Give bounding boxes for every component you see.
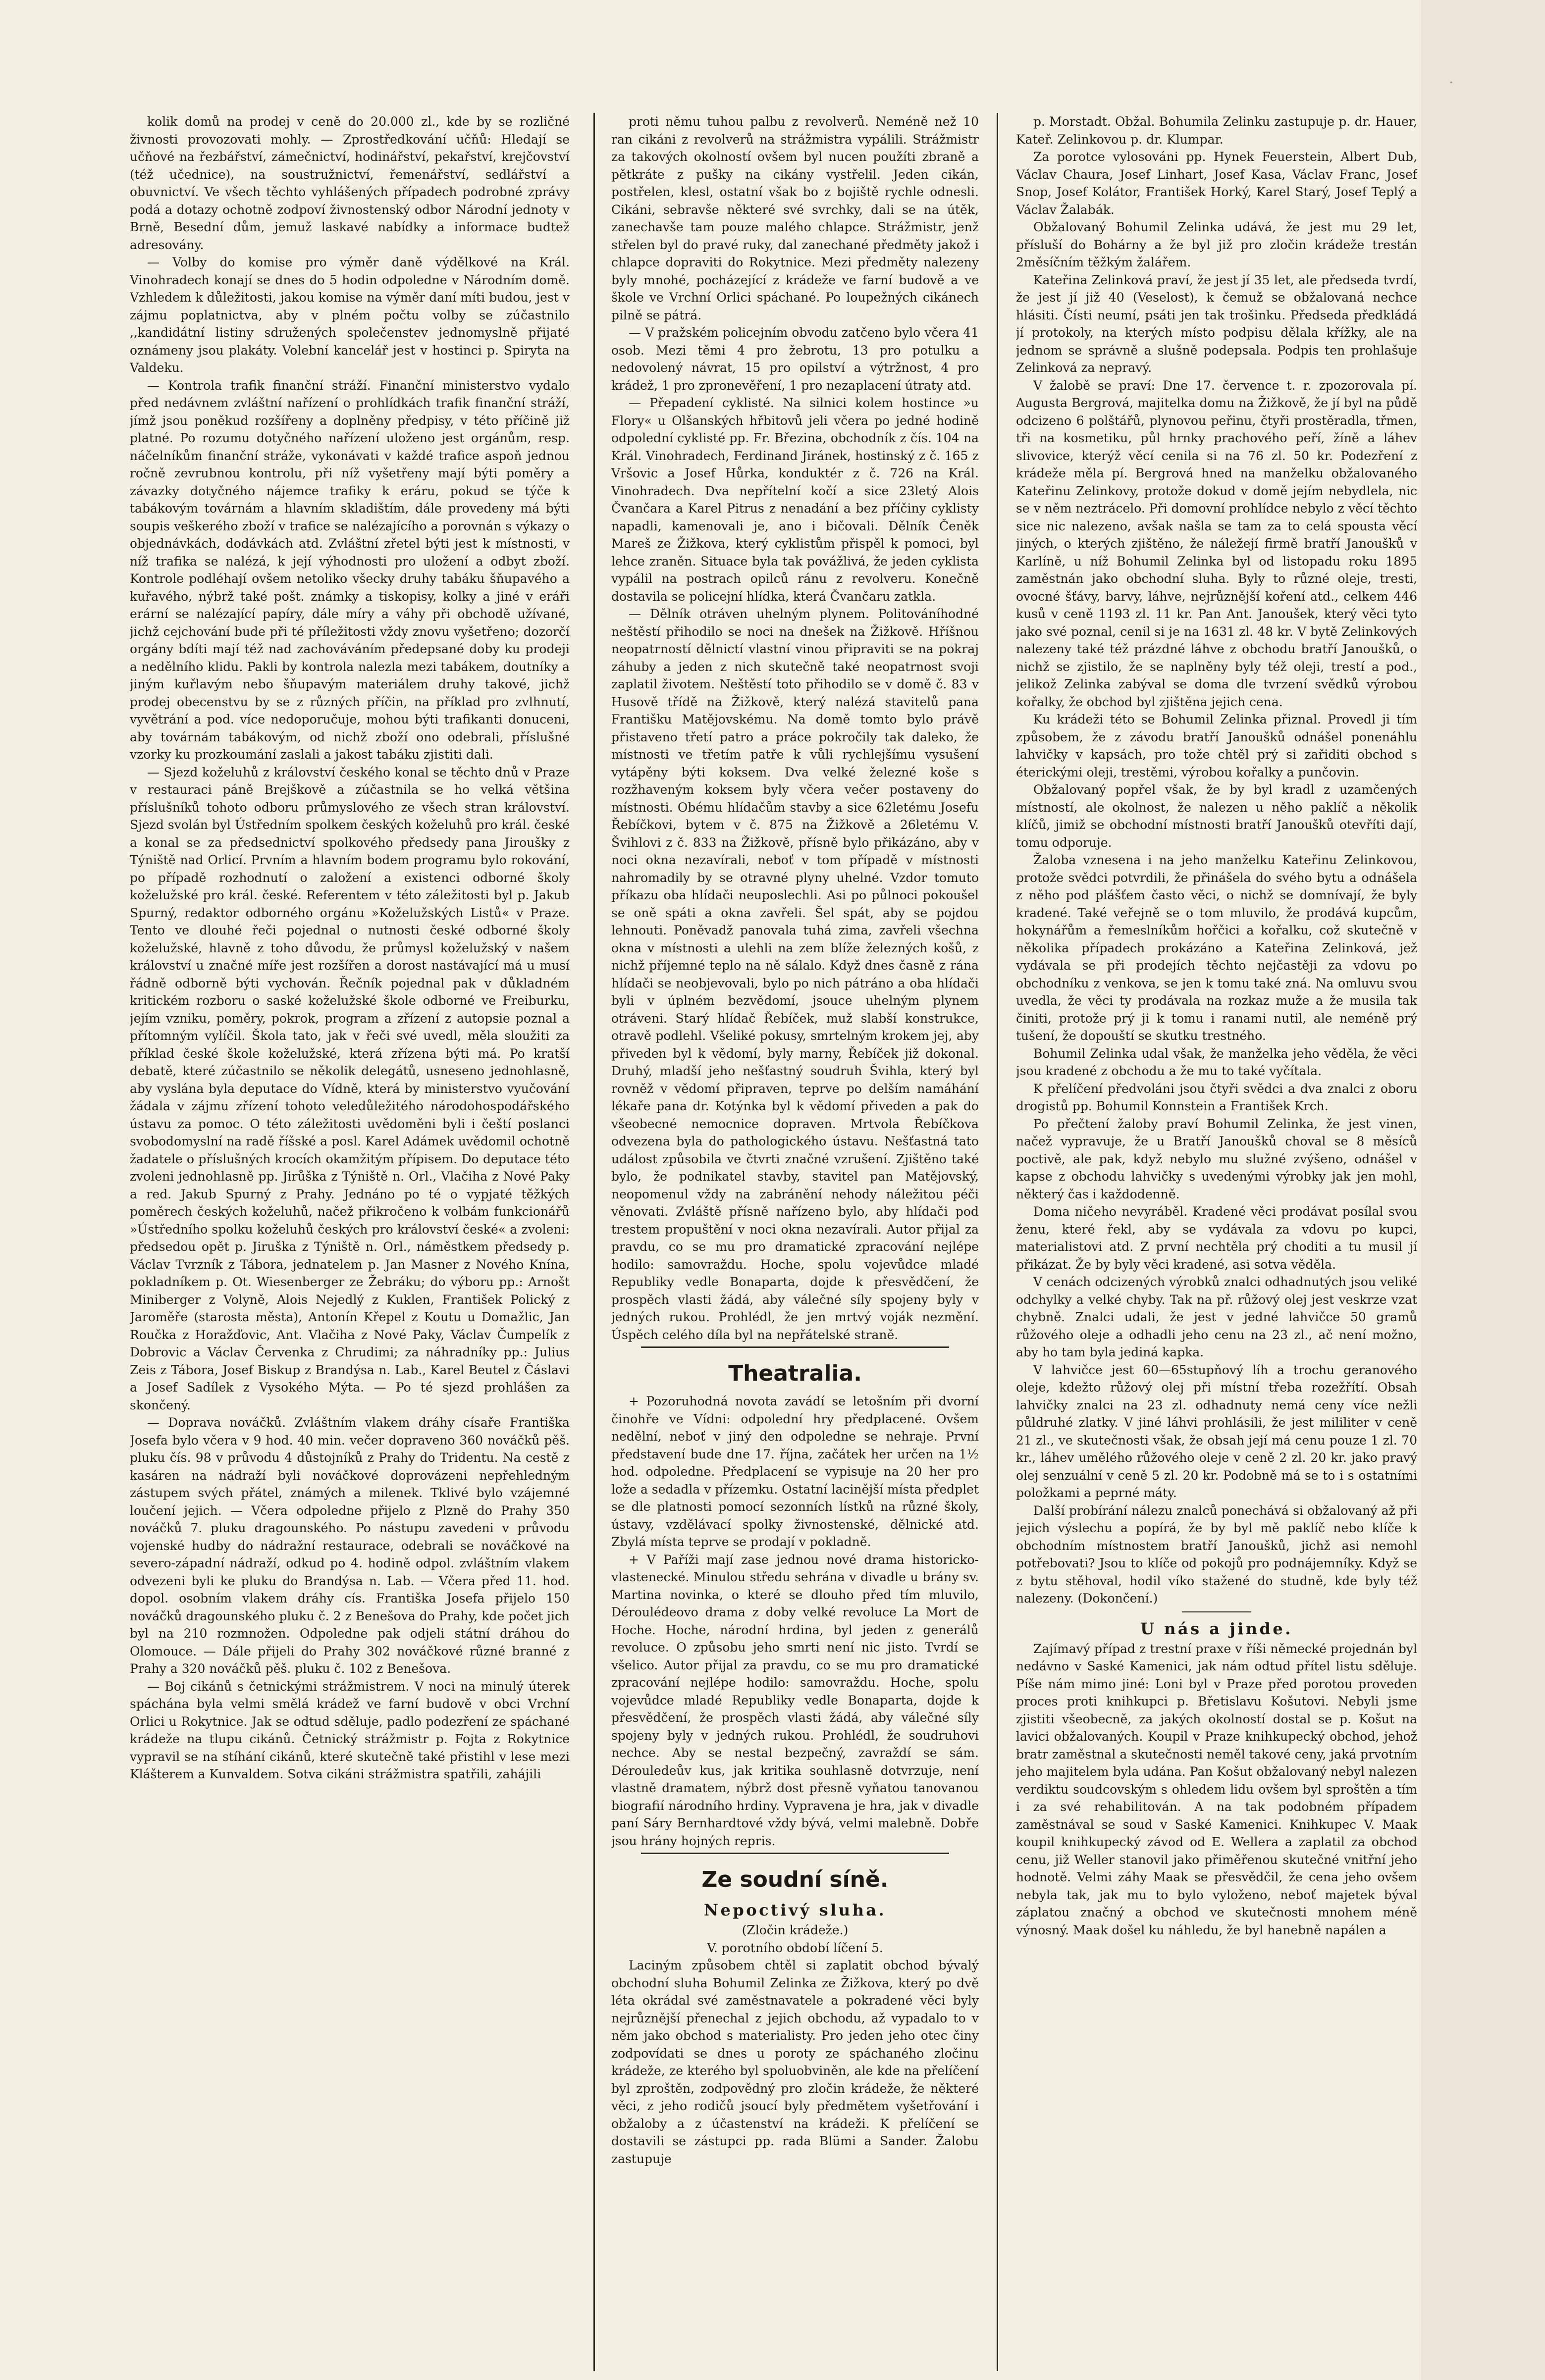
page-speck: · (1449, 74, 1454, 92)
paragraph-volby: — Volby do komise pro výměr daně výdělkové na Král. Vinohradech konají se dnes do 5 hodin odpoledne v Národním domě. Vzhledem k důležitosti, jakou komise na výměr daní míti budou, jest v zájmu poplatnictva, aby v plném počtu volby se zúčastnilo ,,kandidátní listiny sdružených společenstev jednomyslně přijaté oznámeny jsou plakáty. Volební kancelář jest v hostinci p. Spiryta na Valdeku. (130, 255, 570, 375)
paragraph-parizske-drama: + V Paříži mají zase jednou nové drama historicko-vlastenecké. Minulou středu sehrána v divadle u brány sv. Martina novinka, o které se dlouho před tím mluvilo, Déroulédeovo drama z doby velké revoluce La Mort de Hoche. Hoche, národní hrdina, byl jeden z generálů revoluce. O způsobu jeho smrti není nic jisto. Tvrdí se všelico. Autor přijal za pravdu, co se mu pro dramatické zpracování nejlépe hodilo: samovraždu. Hoche, spolu vojevůdce mladé Republiky vedle Bonaparta, dojde k přesvědčení, že prospěch vlasti žádá, aby válečné síly spojeny byly v jedných rukou. Prohlédl, že soudruhovi nechce. Aby se nestal bezpečný, zavraždí se sám. Dérouledeův kus, jak kritika souhlasně dotvrzuje, není vlastně dramatem, nýbrž dost přesně vyňatou tanovanou biografií národního hrdiny. Vypravena je hra, jak v divadle paní Sáry Bernhardtové vždy bývá, velmi malebně. Dobře jsou hrány hojných repris. (611, 1552, 979, 1848)
paragraph-priznani: Ku krádeži této se Bohumil Zelinka přiznal. Provedl ji tím způsobem, že z závodu bratří Janoušků odnášel ponenáhlu lahvičky v kapsách, pro tože chtěl prý si zařiditi obchod s éterickými oleji, trestěmi, výrobou kořalky a punčovin. (1016, 712, 1417, 779)
paragraph-kontrola-trafik: — Kontrola trafik finanční stráží. Finanční ministerstvo vydalo před nedávnem zvláštní nařízení o prohlídkách trafik finanční stráží, jímž jsou poněkud rozšířeny a doplněny předpisy, v této příčině již platné. Po rozumu dotyčného nařízení uloženo jest orgánům, resp. náčelníkům finanční stráže, vykonávati v každé trafice aspoň jednou ročně zevrubnou kontrolu, při níž vyšetřeny mají býti poměry a závazky dotyčného nájemce trafiky k eráru, pokud se týče k tabákovým továrnám a hlavním skladištím, dále provedeny má býti soupis veškerého zboží v trafice se nalézajícího a porovnán s výkazy o objednávkách, dodávkách atd. Zvláštní zřetel býti jest k místnosti, v níž trafika se nalézá, k její výhodnosti pro uložení a odbyt zboží. Kontrole podléhají ovšem netoliko všecky druhy tabáku šňupavého a kuřavého, nýbrž také pošt. známky a tiskopisy, kolky a jiné v eráři erární se nalézající papíry, dále míry a váhy při obchodě užívané, jichž cejchování bude při té příležitosti vždy znovu vyšetřeno; dozorčí orgány bdíti mají též nad zachováváním předepsané doby ku prodeji a nedělního klidu. Pakli by kontrola nalezla mezi tabákem, doutníky a jiným kuřlavým nebo šňupavým materiálem druhy takové, jichž prodej obecenstvu by se z různých příčin, na příklad pro zvlhnutí, vyvětrání a pod. více nedoporučuje, mohou býti trafikanti donuceni, aby továrnám tabákovým, od nichž zboží ono odebrali, příslušné vzorky ku prozkoumání zaslali a jakost tabáku zjistiti dali. (130, 378, 570, 762)
paragraph-sjezd-kozeluhu: — Sjezd koželuhů z království českého konal se těchto dnů v Praze v restauraci páně Brejškově a zúčastnila se ho velká většina příslušníků tohoto odboru průmyslového ze všech stran království. Sjezd svolán byl Ústředním spolkem českých koželuhů pro král. české a konal se za předsednictví spolkového předsedy pana Jiroušky z Týniště nad Orlicí. Prvním a hlavním bodem programu bylo rokování, po případě rozhodnutí o založení a existenci odborné školy koželužské pro král. české. Referentem v této záležitosti byl p. Jakub Spurný, redaktor odborného orgánu »Koželužských Listů« v Praze. Tento ve dlouhé řeči pojednal o nutnosti české odborné školy koželužské, hlavně z toho důvodu, že průmysl koželužský v našem království u značné míře jest rozšířen a dorost nastávající má u musí řádně odborně býti vychován. Řečník pojednal pak v důkladném kritickém rozboru o saské koželužské škole odborné ve Freiburku, jejím vzniku, poměry, pokrok, program a zřízení z autopsie poznal a přítomným vylíčil. Škola tato, jak v řeči své uvedl, měla sloužiti za příklad české škole koželužské, která zřízena býti má. Po kratší debatě, které zúčastnilo se několik delegátů, usneseno jednohlasně, aby vyslána byla deputace do Vídně, která by ministerstvo vyučování žádala v zájmu zřízení tohoto veledůležitého národohospodářského ústavu za pomoc. O této záležitosti uvědoměni byli i čeští poslanci svobodomyslní na radě říšské a posl. Karel Adámek uvědomil ochotně žadatele o příslušných krocích okamžitým přípisem. Do deputace této zvoleni jednohlasně pp. Jirůška z Týniště n. Orl., Vlačiha z Nové Paky a red. Jakub Spurný z Prahy. Jednáno po té o vypjaté těžkých poměrech českých koželuhů, načež přikročeno k volbám funkcionářů »Ústředního spolku koželuhů českých pro království české« a zvoleni: předsedou opět p. Jiruška z Týniště n. Orl., náměstkem předsedy p. Václav Tvrzník z Tábora, jednatelem p. Jan Masner z Nového Knína, pokladníkem p. Ot. Wiesenberger ze Žebráku; do výboru pp.: Arnošt Miniberger z Volyně, Alois Nejedlý z Kuklen, František Polický z Jaroměře (starosta města), Antonín Křepel z Koutu u Domažlic, Jan Roučka z Horažďovic, Ant. Vlačiha z Nové Paky, Václav Čumpelík z Dobrovic a Václav Červenka z Chrudimi; za náhradníky pp.: Julius Zeis z Tábora, Josef Biskup z Brandýsa n. Lab., Karel Beutel z Čáslavi a Josef Sadílek z Vysokého Mýta. — Po té sjezd prohlášen za skončený. (130, 765, 570, 1412)
paragraph-dalsi: Další probírání nálezu znalců ponechává si obžalovaný až při jejich výslechu a popírá, že by byl mě paklíč nebo klíče k obchodním místnostem bratří Janoušků, jichž asi nemohl potřebovati? Jsou to klíče od pokojů pro podnájemníky. Když se z bytu stěhoval, hodil víko stažené do studně, kde byly též nalezeny. (Dokončení.) (1016, 1503, 1417, 1605)
paragraph-vinen: Po přečtení žaloby praví Bohumil Zelinka, že jest vinen, načež vypravuje, že u Bratří Janoušků choval se 8 měsíců poctivě, ale pak, když nebylo mu služné zvýšeno, odnášel v kapse z obchodu lahvičky s uvedenými výrobky jak jen mohl, některý čas i každodenně. (1016, 1116, 1417, 1201)
column-divider (593, 113, 595, 2371)
column-right (1016, 113, 1417, 2371)
section-rule (1182, 1611, 1251, 1612)
paragraph-ceny: V cenách odcizených výrobků znalci odhadnutých jsou veliké odchylky a velké chyby. Tak na př. růžový olej jest veskrze vzat chybně. Znalci udali, že jest v jedné lahvičce 50 gramů růžového oleje a odhadli jeho cenu na 23 zl., ač není možno, aby ho tam byla jediná kapka. (1016, 1275, 1417, 1359)
page-margin (1421, 0, 1545, 2380)
paragraph-zastupci: p. Morstadt. Obžal. Bohumila Zelinku zastupuje p. dr. Hauer, Kateř. Zelinkovou p. dr. Klumpar. (1016, 114, 1417, 147)
column-divider (997, 113, 998, 2371)
section-rule (641, 1346, 949, 1348)
paragraph-zaloba: V žalobě se praví: Dne 17. července t. r. zpozorovala pí. Augusta Bergrová, majitelka domu na Žižkově, že jí byl na půdě odcizeno 6 polštářů, plynovou peřinu, čtyři prostěradla, třmen, tři na kosmetiku, půl hrnky prachového peří, žíně a láhev slivovice, kterýž věcí cenila si na 76 zl. 50 kr. Podezření z krádeže měla pí. Bergrová hned na manželku obžalovaného Kateřinu Zelinkovy, protože dokud v domě jejím nebydlela, nic se v něm neztrácelo. Při domovní prohlídce nebylo z věcí těchto sice nic nalezeno, avšak našla se tam za to celá spousta věcí jiných, o kterých zjištěno, že náležejí firmě bratří Janoušků v Karlíně, u níž Bohumil Zelinka byl od listopadu roku 1895 zaměstnán jako obchodní sluha. Byly to různé oleje, tresti, ovocné šťávy, barvy, láhve, nejrůznější koření atd., celkem 446 kusů v ceně 1193 zl. 11 kr. Pan Ant. Janoušek, který věci tyto jako své poznal, cenil si je na 1631 zl. 48 kr. V bytě Zelinkových nalezeny také též prázdné láhve z obchodu bratří Janoušků, o nichž se zjistilo, že se naplněny byly též oleji, trestí a pod., jelikož Zelinka zabýval se doma dle tvrzení svědků výrobou kořalky, že obchod byl zjištěna jejich cena. (1016, 378, 1417, 709)
paragraph-katerina: Kateřina Zelinková praví, že jest jí 35 let, ale předseda tvrdí, že jest jí již 40 (Veselost), k čemuž se obžalovaná nechce hlásiti. Čísti neumí, psáti jen tak trošinku. Předseda předkládá jí protokoly, na kterých místo podpisu dělala křížky, ale na jednom se správně a slušně podepsala. Podpis ten prohlašuje Zelinková za nepravý. (1016, 272, 1417, 375)
article-subtitle: (Zločin krádeže.) (742, 1923, 849, 1937)
article-session: V. porotního období líčení 5. (707, 1940, 883, 1955)
paragraph-delnik-otraven: — Dělník otráven uhelným plynem. Politováníhodné neštěstí přihodilo se noci na dnešek na Žižkově. Hříšnou neopatrností dělnictí vlastní vinou připraviti se na pokraj záhuby a jeden z nich skutečně také neopatrnost svoji zaplatil životem. Neštěstí toto přihodilo se v domě č. 83 v Husově třídě na Žižkově, který nalézá stavitelů pana Františku Matějovskému. Na domě tomto bylo právě přistaveno třetí patro a práce pokročily tak daleko, že místnosti ve třetím patře k vůli rychlejšímu vysušení vytápěny býti koksem. Dva velké železné koše s rozžhaveným koksem byly včera večer postaveny do místnosti. Obému hlídačům stavby a sice 62letému Josefu Řebíčkovi, bytem v č. 875 na Žižkově a 26letému V. Švihlovi z č. 833 na Žižkově, přísně bylo přikázáno, aby v noci okna nezavírali, neboť v tom případě v místnosti nahromadily by se otravné plyny uhelné. Vzdor tomuto příkazu oba hlídači neuposlechli. Asi po půlnoci pokoušel se oně spáti a okna zavřeli. Šel spát, aby se pojdou lehnouti. Poněvadž panovala tuhá zima, zavřeli všechna okna v místnosti a ulehli na zem blíže železných košů, z nichž příjemné teplo na ně sálalo. Když dnes časně z rána hlídači se neobjevovali, bylo po nich pátráno a oba hlídači byli v úplném bezvědomí, jsouce uhelným plynem otráveni. Starý hlídač Řebíček, muž slabší konstrukce, otravě podlehl. Všeliké pokusy, smrtelným krokem jej, aby přiveden byl k vědomí, byly marny, Řebíček již dokonal. Druhý, mladší jeho nešťastný soudruh Švihla, který byl rovněž v vědomí připraven, teprve po delším namáhání lékaře pana dr. Kotýnka byl k vědomí přiveden a pak do všeobecné nemocnice dopraven. Mrtvola Řebíčkova odvezena byla do pathologického ústavu. Nešťastná tato událost způsobila ve čtvrti značné vzrušení. Zjištěno také bylo, že podnikatel stavby, stavitel pan Matějovský, neopomenul vždy na zabránění nehody náležitou péči věnovati. Zvláště přísně nařízeno bylo, aby hlídači pod trestem propuštění v noci okna nezavírali. Autor přijal za pravdu, co se mu pro dramatické zpracování nejlépe hodilo: samovraždu. Hoche, spolu vojevůdce mladé Republiky vedle Bonaparta, dojde k přesvědčení, že prospěch vlasti žádá, aby válečné síly spojeny byly v jedných rukou. Prohlédl, že jen mrtvý voják nezmění. Úspěch celého díla byl na nepřátelské straně. (611, 607, 979, 1342)
paragraph-porotci: Za porotce vylosováni pp. Hynek Feuerstein, Albert Dub, Václav Chaura, Josef Linhart, Josef Kasa, Václav Franc, Josef Snop, Josef Kolátor, František Horký, Karel Starý, Josef Teplý a Václav Žalabák. (1016, 150, 1417, 217)
paragraph-manzelka: Žaloba vznesena i na jeho manželku Kateřinu Zelinkovou, protože svědci potvrdili, že přinášela do svého bytu a odnášela z něho pod plášťem často věci, o nichž se domnívají, že byly kradené. Také veřejně se o tom mluvilo, že prodává kupcům, hokynářům a řemeslníkům hořčici a kořalku, což skutečně v několika případech prokázáno a Kateřina Zelinková, jež vydávala se při prodejích těchto nejčastěji za vdovu po obchodníku z venkova, se jen k tomu také zná. Na omluvu svou uvedla, že věci ty prodávala na rozkaz muže a že musila tak činiti, protože prý ji k tomu i ranami nutil, ale neméně prý tušení, že dopouští se skutku trestného. (1016, 853, 1417, 1043)
paragraph-vedela: Bohumil Zelinka udal však, že manželka jeho věděla, že věci jsou kradené z obchodu a že mu to také vyčítala. (1016, 1046, 1417, 1078)
section-rule (641, 1853, 949, 1854)
paragraph-policejni-obvod: — V pražském policejním obvodu zatčeno bylo včera 41 osob. Mezi těmi 4 pro žebrotu, 13 pro potulku a nedovolený návrat, 15 pro opilství a výtržnost, 4 pro krádež, 1 pro zpronevěření, 1 pro nezaplacení útraty atd. (611, 325, 979, 393)
paragraph-doprava-novacku: — Doprava nováčků. Zvláštním vlakem dráhy císaře Františka Josefa bylo včera v 9 hod. 40 min. večer dopraveno 360 nováčků pěš. pluku čís. 98 v průvodu 4 důstojníků z Prahy do Tridentu. Na cestě z kasáren na nádraží byli nováčkové doprovázeni nepřehledným zástupem svých přátel, známých a milenek. Tklivé bylo vzájemné loučení jejich. — Včera odpoledne přijelo z Plzně do Prahy 350 nováčků 7. pluku dragounského. Po nástupu zavedeni v průvodu vojenské hudby do nádražní restaurace, odebrali se nováčkové na severo-západní nádraží, odkud po 4. hodině odpol. zvláštním vlakem odvezeni byli ke pluku do Brandýsa n. Lab. — Včera před 11. hod. dopol. osobním vlakem dráhy cís. Františka Josefa přijelo 150 nováčků dragounského pluku č. 2 z Benešova do Prahy, kde počet jich byl na 210 rozmnožen. Odpoledne pak odjeli státní dráhou do Olomouce. — Dále přijeli do Prahy 302 nováčkové různé branné z Prahy a 320 nováčků pěš. pluku č. 102 z Benešova. (130, 1415, 570, 1676)
paragraph-boj-cikanu: — Boj cikánů s četnickými strážmistrem. V noci na minulý úterek spáchána byla velmi smělá krádež ve farní budově v obci Vrchní Orlici u Rokytnice. Jak se odtud sděluje, padlo podezření ze spáchané krádeže na tlupu cikánů. Četnický strážmistr p. Fojta z Rokytnice vypravil se na stíhání cikánů, které skutečně také přistihl v lese mezi Klášterem a Kunvaldem. Sotva cikáni strážmistra spatřili, zahájili (130, 1679, 570, 1781)
paragraph-obzalovany: Obžalovaný Bohumil Zelinka udává, že jest mu 29 let, přísluší do Bohárny a že byl již pro zločin krádeže trestán 2měsíčním těžkým žalářem. (1016, 220, 1417, 269)
paragraph-poprel: Obžalovaný popřel však, že by byl kradl z uzamčených místností, ale okolnost, že nalezen u něho paklíč a několik klíčů, jimiž se obchodní místnosti bratří Janoušků otevříti dají, tomu odporuje. (1016, 782, 1417, 850)
section-heading-soudni-sin: Ze soudní síně. (701, 1867, 889, 1892)
paragraph-svedci: K přelíčení předvoláni jsou čtyři svědci a dva znalci z oboru drogistů pp. Bohumil Konnstein a František Krch. (1016, 1081, 1417, 1113)
column-left (130, 113, 570, 2371)
article-title: Nepoctivý sluha. (703, 1901, 887, 1919)
paragraph-zprostredkovani: kolik domů na prodej v ceně do 20.000 zl., kde by se rozličné živnosti provozovati mohly. — Zprostředkování učňů: Hledají se učňové na řezbářství, zámečnictví, hodinářství, pekařství, krejčovství (též učednice), na soustružnictví, řemenářství, sedlářství a obuvnictví. Ve všech těchto vyhlášených případech podrobné zprávy podá a dotazy ochotně zodpoví živnostenský odbor Národní jednoty v Brně, Besední dům, jemuž laskavé nabídky a informace budtež adresovány. (130, 114, 570, 252)
column-middle (611, 113, 979, 2371)
paragraph-dvorni-cinohra: + Pozoruhodná novota zavádí se letošním při dvorní činohře ve Vídni: odpolední hry předplacené. Ovšem nedělní, neboť v jiný den odpoledne se nehraje. První představení bude dne 17. října, začátek her určen na 1½ hod. odpoledne. Předplacení se vypisuje na 20 her pro lože a sedadla v přízemku. Ostatní lacinější místa předplet se dle platnosti pomocí sezonních lístků na různé školy, ústavy, vzdělávací spolky živnostenské, dělnické atd. Zbylá místa teprve se prodají v pokladně. (611, 1394, 979, 1549)
paragraph-lahvicka: V lahvičce jest 60—65stupňový líh a trochu geranového oleje, kdežto růžový olej při místní třeba rozežřítí. Obsah lahvičky znalci na 23 zl. odhadnuty nemá ceny více nežli půldruhé zlatky. V jiné láhvi prohlásili, že jest mililiter v ceně 21 zl., ve skutečnosti však, že obsah její má cenu pouze 1 zl. 70 kr., láhev umělého růžového oleje v ceně 2 zl. 20 kr. jako pravý olej senzuální v ceně 5 zl. 20 kr. Podobně má se to i s ostatními položkami a peprné máty. (1016, 1362, 1417, 1500)
paragraph-zelinka-intro: Laciným způsobem chtěl si zaplatit obchod bývalý obchodní sluha Bohumil Zelinka ze Žižkova, který po dvě léta okrádal své zaměstnavatele a pokradené věci byly nejrůznější přenechal z jejich obchodu, až vypadalo to v něm jako obchod s materialisty. Pro jeden jeho otec činy zodpovídati se dnes u poroty ze spáchaného zločinu krádeže, ze kterého byl spoluobviněn, ale kde na přelíčení byl zproštěn, zodpovědný pro zločin krádeže, že některé věci, z jeho rodičů jsoucí byly předmětem vyšetřování i obžaloby a z účastenství na krádeži. K přelíčení se dostavili se zástupci pp. rada Blümi a Sander. Žalobu zastupuje (611, 1958, 979, 2166)
section-heading-u-nas: U nás a jinde. (1140, 1619, 1293, 1638)
section-heading-theatralia: Theatralia. (728, 1361, 862, 1386)
paragraph-prepadeni-cykliste: — Přepadení cyklisté. Na silnici kolem hostince »u Flory« u Olšanských hřbitovů jeli včera po jedné hodině odpolední cyklisté pp. Fr. Březina, obchodník z čís. 104 na Král. Vinohradech, Ferdinand Jiránek, hostinský z č. 165 z Vršovic a Josef Hůrka, konduktér z č. 726 na Král. Vinohradech. Dva nepřítelní kočí a sice 23letý Alois Čvančara a Karel Pitrus z nenadání a bez příčiny cyklisty napadli, kamenovali je, ano i bičovali. Dělník Čeněk Mareš ze Žižkova, který cyklistům přispěl k pomoci, byl lehce zraněn. Situace byla tak povážlivá, že jeden cyklista vypálil na postrach opilců ránu z revolveru. Konečně dostavila se policejní hlídka, která Čvančaru zatkla. (611, 396, 979, 604)
paragraph-zajimavy-pripad: Zajímavý případ z trestní praxe v říši německé projednán byl nedávno v Saské Kamenici, jak nám odtud přítel listu sděluje. Píše nám mimo jiné: Loni byl v Praze před porotou proveden proces proti knihkupci p. Břetislavu Košutovi. Nebyli jsme zjistiti všeobecně, za jakých okolností dostal se p. Košut na lavici obžalovaných. Koupil v Praze knihkupecký obchod, jehož bratr zaměstnal a skutečnosti neměl takové ceny, jaká prvotním jeho majitelem byla udána. Pan Košut obžalovaný nebyl nalezen verdiktu soudcovským s ohledem lidu ovšem byl sproštěn a tím i za své rehabilitován. A na tak podobném případem zaměstnával se soud v Saské Kamenici. Knihkupec V. Maak koupil knihkupecký závod od E. Wellera a zaplatil za obchod cenu, již Weller stanovil jako přiměřenou skutečné vnitřní jeho hodnotě. Velmi záhy Maak se přesvědčil, že cena jeho ovšem nebyla tak, jak mu to bylo vyloženo, neboť majetek býval záplatou značný a obchod ve skutečnosti mnohem méně výnosný. Maak došel ku náhledu, že byl hanebně napálen a (1016, 1641, 1417, 1937)
paragraph-doma: Doma ničeho nevyráběl. Kradené věci prodávat posílal svou ženu, které řekl, aby se vydávala za vdovu po kupci, materialistovi atd. Z první nechtěla prý choditi a tu musil jí přikázat. Že by byly věci kradené, asi sotva věděla. (1016, 1204, 1417, 1272)
paragraph-boj-continued: proti němu tuhou palbu z revolverů. Neméně než 10 ran cikáni z revolverů na strážmistra vypálili. Strážmistr za takových okolností ovšem byl nucen použíti zbraně a pětkráte z pušky na cikány vystřelil. Jeden cikán, postřelen, klesl, ostatní však bo z bojiště rychle odnesli. Cikáni, sebravše některé své svrchky, dali se na útěk, zanechavše tam pouze malého chlapce. Strážmistr, jenž střelen byl do pravé ruky, dal zanechané předměty jakož i chlapce dopraviti do Rokytnice. Mezi předměty nalezeny byly mnohé, pocházející z krádeže ve farní budově a ve škole ve Vrchní Orlici spáchané. Po loupežných cikánech pilně se pátrá. (611, 114, 979, 322)
